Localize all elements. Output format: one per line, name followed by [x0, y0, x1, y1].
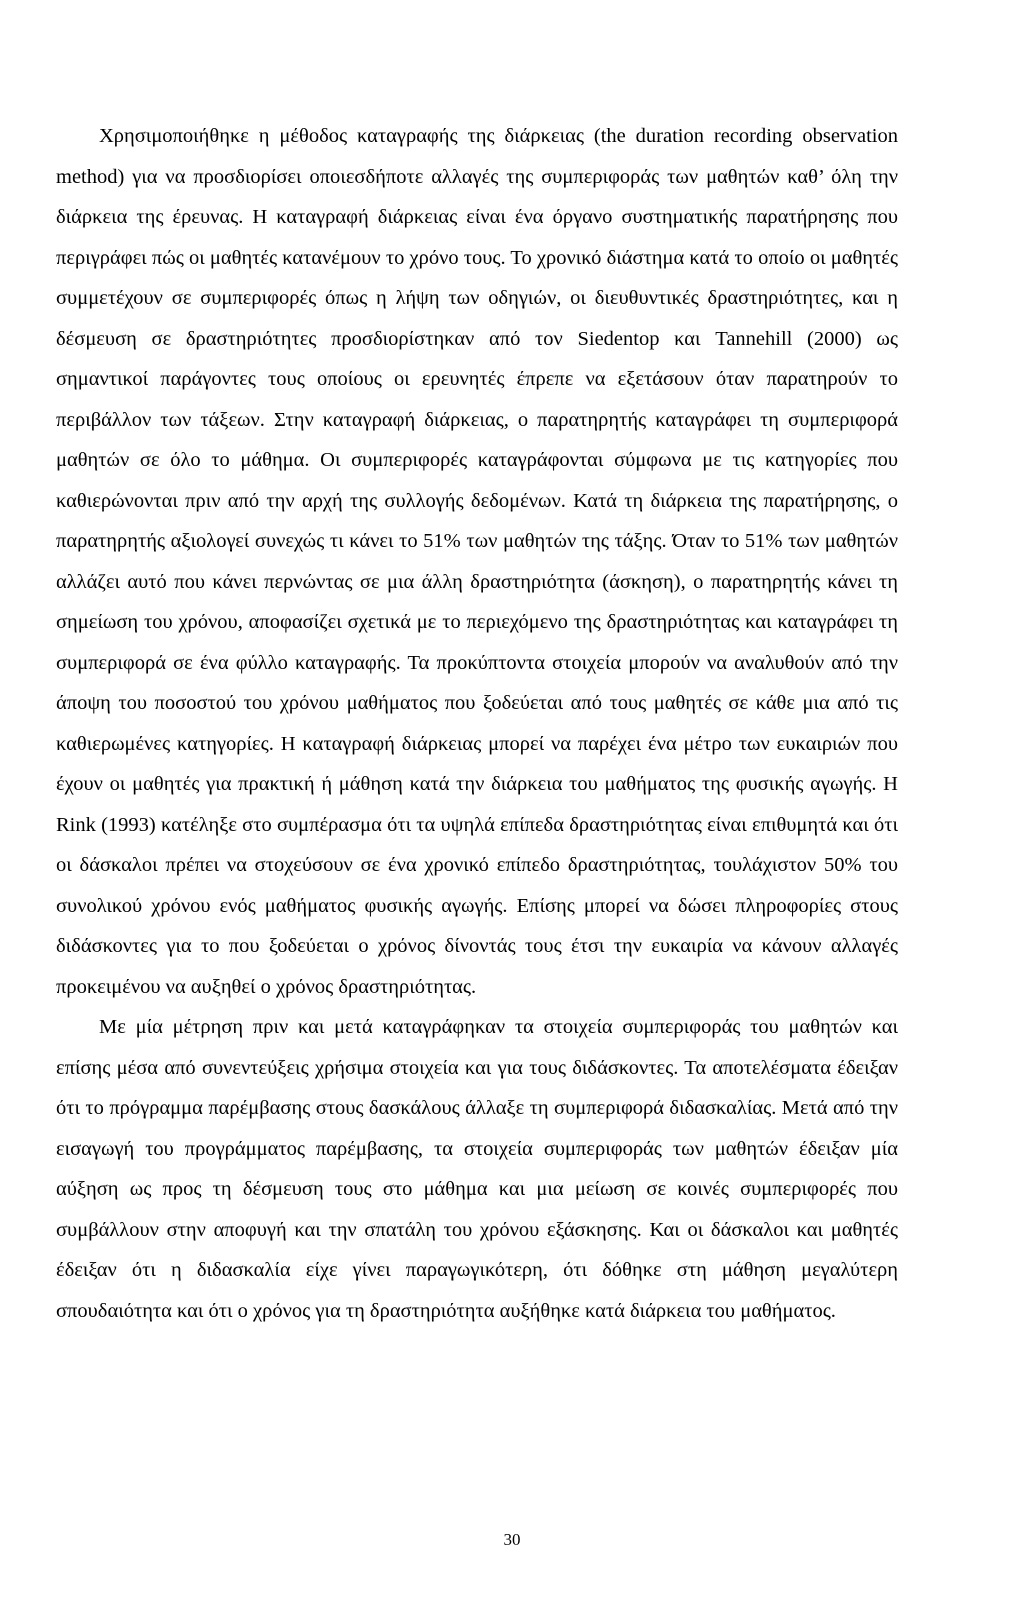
page-number: 30 — [503, 1530, 521, 1549]
body-paragraph-1: Χρησιμοποιήθηκε η μέθοδος καταγραφής της διάρκειας (the duration recording observation method) για να προσδιορίσει οποιεσδήποτε αλλαγές της συμπεριφοράς των μαθητών καθ’ όλη την διάρκεια της έρευνας. Η καταγραφή διάρκειας είναι ένα όργανο συστηματικής παρατήρησης που περιγράφει πώς οι μαθητές κατανέμουν το χρόνο τους. Το χρονικό διάστημα κατά το οποίο οι μαθητές συμμετέχουν σε συμπεριφορές όπως η λήψη των οδηγιών, οι διευθυντικές δραστηριότητες, και η δέσμευση σε δραστηριότητες προσδιορίστηκαν από τον Siedentop και Tannehill (2000) ως σημαντικοί παράγοντες τους οποίους οι ερευνητές έπρεπε να εξετάσουν όταν παρατηρούν το περιβάλλον των τάξεων. Στην καταγραφή διάρκειας, ο παρατηρητής καταγράφει τη συμπεριφορά μαθητών σε όλο το μάθημα. Οι συμπεριφορές καταγράφονται σύμφωνα με τις κατηγορίες που καθιερώνονται πριν από την αρχή της συλλογής δεδομένων. Κατά τη διάρκεια της παρατήρησης, ο παρατηρητής αξιολογεί συνεχώς τι κάνει το 51% των μαθητών της τάξης. Όταν το 51% των μαθητών αλλάζει αυτό που κάνει περνώντας σε μια άλλη δραστηριότητα (άσκηση), ο παρατηρητής κάνει τη σημείωση του χρόνου, αποφασίζει σχετικά με το περιεχόμενο της δραστηριότητας και καταγράφει τη συμπεριφορά σε ένα φύλλο καταγραφής. Τα προκύπτοντα στοιχεία μπορούν να αναλυθούν από την άποψη του ποσοστού του χρόνου μαθήματος που ξοδεύεται από τους μαθητές σε κάθε μια από τις καθιερωμένες κατηγορίες. Η καταγραφή διάρκειας μπορεί να παρέχει ένα μέτρο των ευκαιριών που έχουν οι μαθητές για πρακτική ή μάθηση κατά την διάρκεια του μαθήματος της φυσικής αγωγής. Η Rink (1993) κατέληξε στο συμπέρασμα ότι τα υψηλά επίπεδα δραστηριότητας είναι επιθυμητά και ότι οι δάσκαλοι πρέπει να στοχεύσουν σε ένα χρονικό επίπεδο δραστηριότητας, τουλάχιστον 50% του συνολικού χρόνου ενός μαθήματος φυσικής αγωγής. Επίσης μπορεί να δώσει πληροφορίες στους διδάσκοντες για το που ξοδεύεται ο χρόνος δίνοντάς τους έτσι την ευκαιρία να κάνουν αλλαγές προκειμένου να αυξηθεί ο χρόνος δραστηριότητας. — [56, 125, 898, 998]
document-page — [56, 116, 898, 1331]
body-paragraph-2: Με μία μέτρηση πριν και μετά καταγράφηκαν τα στοιχεία συμπεριφοράς του μαθητών και επίσης μέσα από συνεντεύξεις χρήσιμα στοιχεία και για τους διδάσκοντες. Τα αποτελέσματα έδειξαν ότι το πρόγραμμα παρέμβασης στους δασκάλους άλλαξε τη συμπεριφορά διδασκαλίας. Μετά από την εισαγωγή του προγράμματος παρέμβασης, τα στοιχεία συμπεριφοράς των μαθητών έδειξαν μία αύξηση ως προς τη δέσμευση τους στο μάθημα και μια μείωση σε κοινές συμπεριφορές που συμβάλλουν στην αποφυγή και την σπατάλη του χρόνου εξάσκησης. Και οι δάσκαλοι και μαθητές έδειξαν ότι η διδασκαλία είχε γίνει παραγωγικότερη, ότι δόθηκε στη μάθηση μεγαλύτερη σπουδαιότητα και ότι ο χρόνος για τη δραστηριότητα αυξήθηκε κατά διάρκεια του μαθήματος. — [56, 1016, 898, 1322]
